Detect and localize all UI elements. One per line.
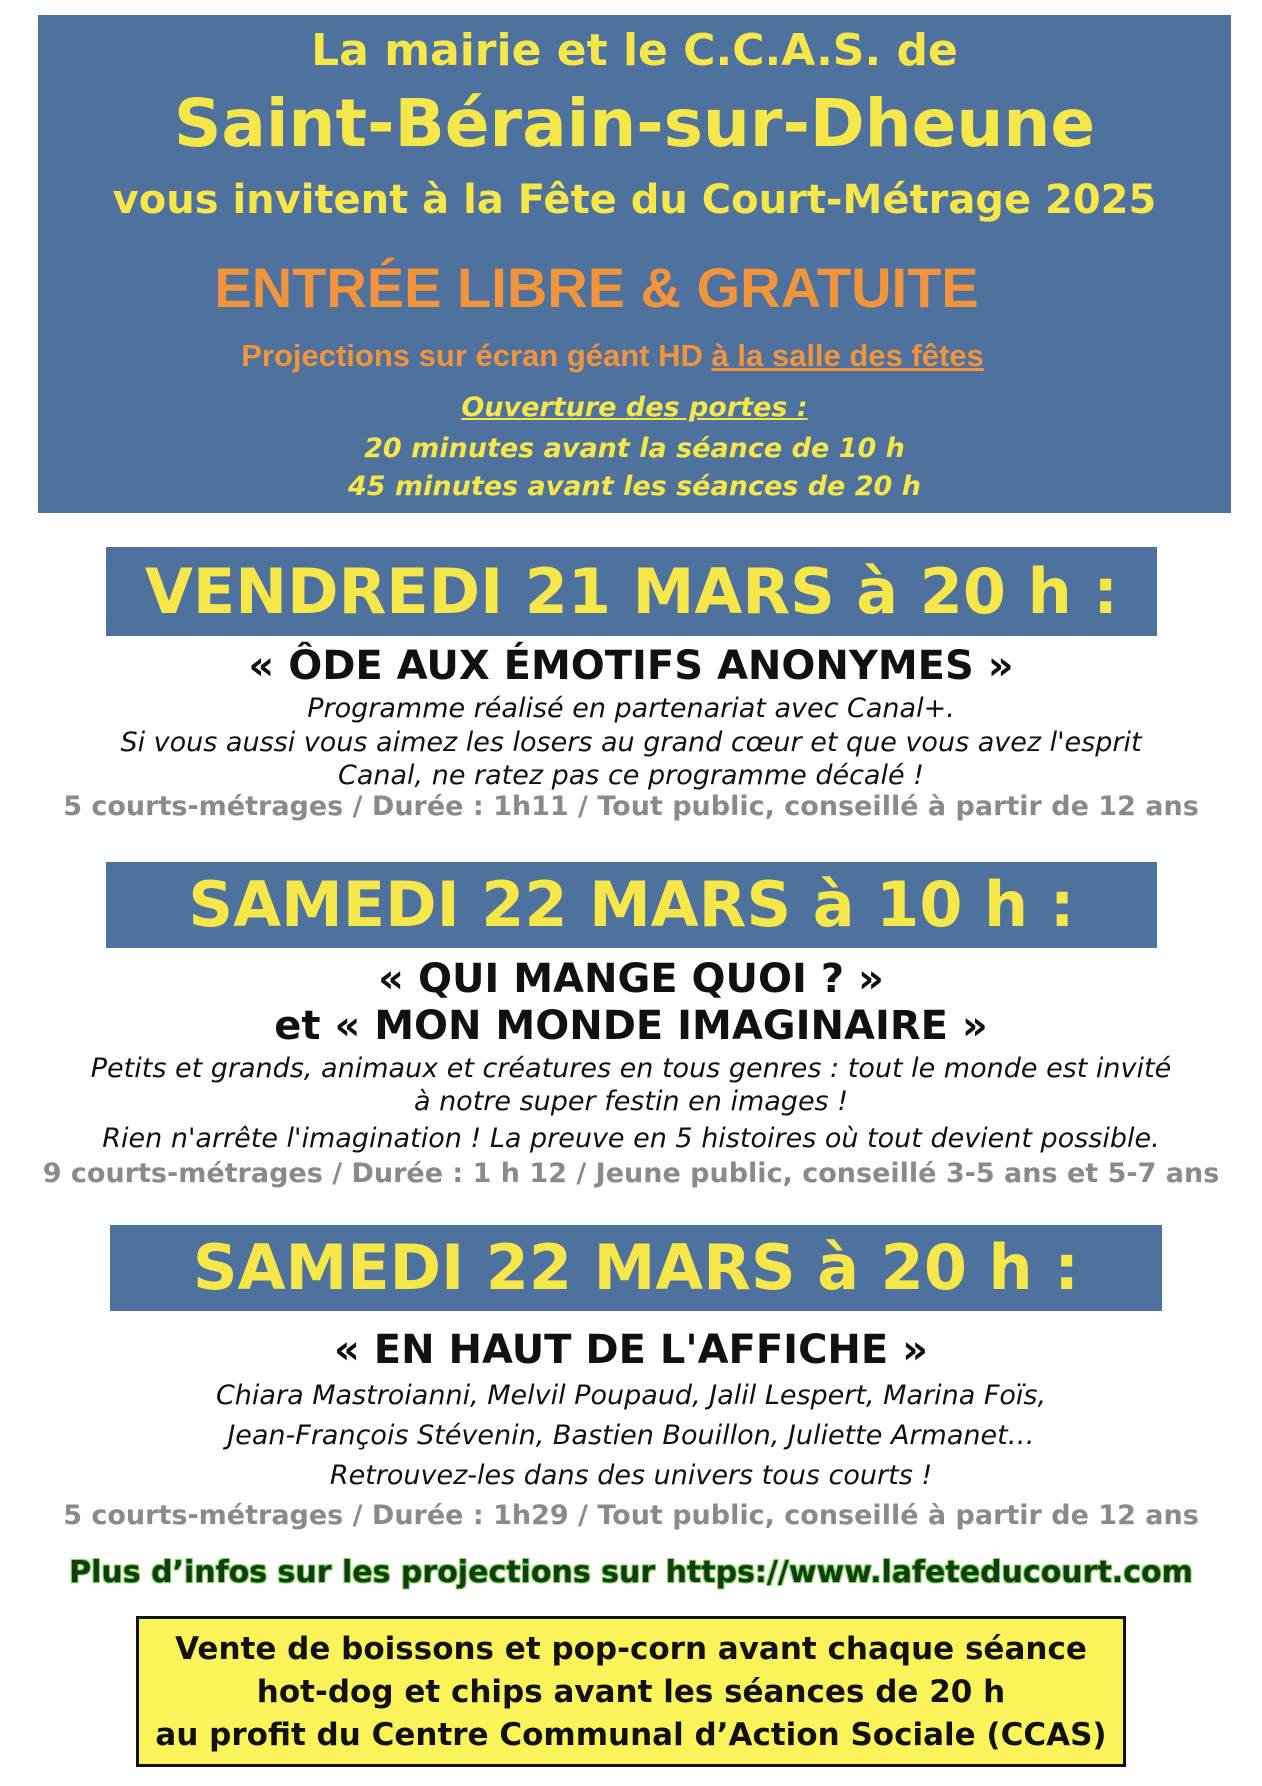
session-2-desc-2: à notre super festin en images ! [413, 1086, 849, 1117]
header-panel [38, 15, 1231, 513]
projection-prefix: Projections sur écran géant HD [241, 338, 712, 373]
session-3-title: « EN HAUT DE L'AFFICHE » [334, 1327, 928, 1373]
session-3-desc-3: Retrouvez-les dans des univers tous courts ! [329, 1460, 933, 1491]
doors-time-2: 45 minutes avant les séances de 20 h [348, 471, 921, 502]
session-1-desc-1: Programme réalisé en partenariat avec Canal+. [307, 693, 955, 724]
projection-place: à la salle des fêtes [711, 338, 984, 373]
session-2-title-2: et « MON MONDE IMAGINAIRE » [274, 1003, 988, 1049]
doors-title: Ouverture des portes : [461, 392, 808, 423]
projection-info [16, 338, 1209, 374]
free-entry-banner: ENTRÉE LIBRE & GRATUITE [214, 256, 979, 319]
session-3-meta: 5 courts-métrages / Durée : 1h29 / Tout public, conseillé à partir de 12 ans [63, 1500, 1199, 1531]
organizer-line: La mairie et le C.C.A.S. de [311, 25, 958, 76]
session-2-title: « QUI MANGE QUOI ? » [378, 956, 884, 1002]
session-3-day-banner: SAMEDI 22 MARS à 20 h : [110, 1225, 1162, 1311]
more-info-link[interactable]: Plus d’infos sur les projections sur https://www.lafeteducourt.com [69, 1555, 1193, 1590]
doors-time-1: 20 minutes avant la séance de 10 h [364, 433, 905, 464]
session-1-desc-2: Si vous aussi vous aimez les losers au grand cœur et que vous avez l'esprit [120, 727, 1142, 758]
session-1-meta: 5 courts-métrages / Durée : 1h11 / Tout public, conseillé à partir de 12 ans [63, 791, 1199, 822]
session-2-meta: 9 courts-métrages / Durée : 1 h 12 / Jeune public, conseillé 3-5 ans et 5-7 ans [42, 1158, 1220, 1189]
town-name: Saint-Bérain-sur-Dheune [173, 85, 1096, 162]
session-3-desc-2: Jean-François Stévenin, Bastien Bouillon, Juliette Armanet… [227, 1420, 1035, 1451]
food-line-1: Vente de boissons et pop-corn avant chaque séance [175, 1631, 1087, 1667]
session-2-desc-1: Petits et grands, animaux et créatures en tous genres : tout le monde est invité [90, 1053, 1172, 1084]
invitation-line: vous invitent à la Fête du Court-Métrage 2025 [112, 177, 1157, 223]
session-1-desc-3: Canal, ne ratez pas ce programme décalé ! [338, 760, 924, 791]
session-2-day-banner: SAMEDI 22 MARS à 10 h : [106, 862, 1157, 948]
session-2-desc-3: Rien n'arrête l'imagination ! La preuve en 5 histoires où tout devient possible. [102, 1123, 1160, 1154]
food-line-3: au profit du Centre Communal d’Action Sociale (CCAS) [155, 1717, 1107, 1753]
session-1-day-banner: VENDREDI 21 MARS à 20 h : [106, 547, 1157, 636]
session-1-title: « ÔDE AUX ÉMOTIFS ANONYMES » [248, 643, 1014, 689]
refreshments-box [136, 1616, 1126, 1767]
food-line-2: hot-dog et chips avant les séances de 20 h [256, 1674, 1006, 1710]
session-3-desc-1: Chiara Mastroianni, Melvil Poupaud, Jalil Lespert, Marina Foïs, [215, 1380, 1047, 1411]
